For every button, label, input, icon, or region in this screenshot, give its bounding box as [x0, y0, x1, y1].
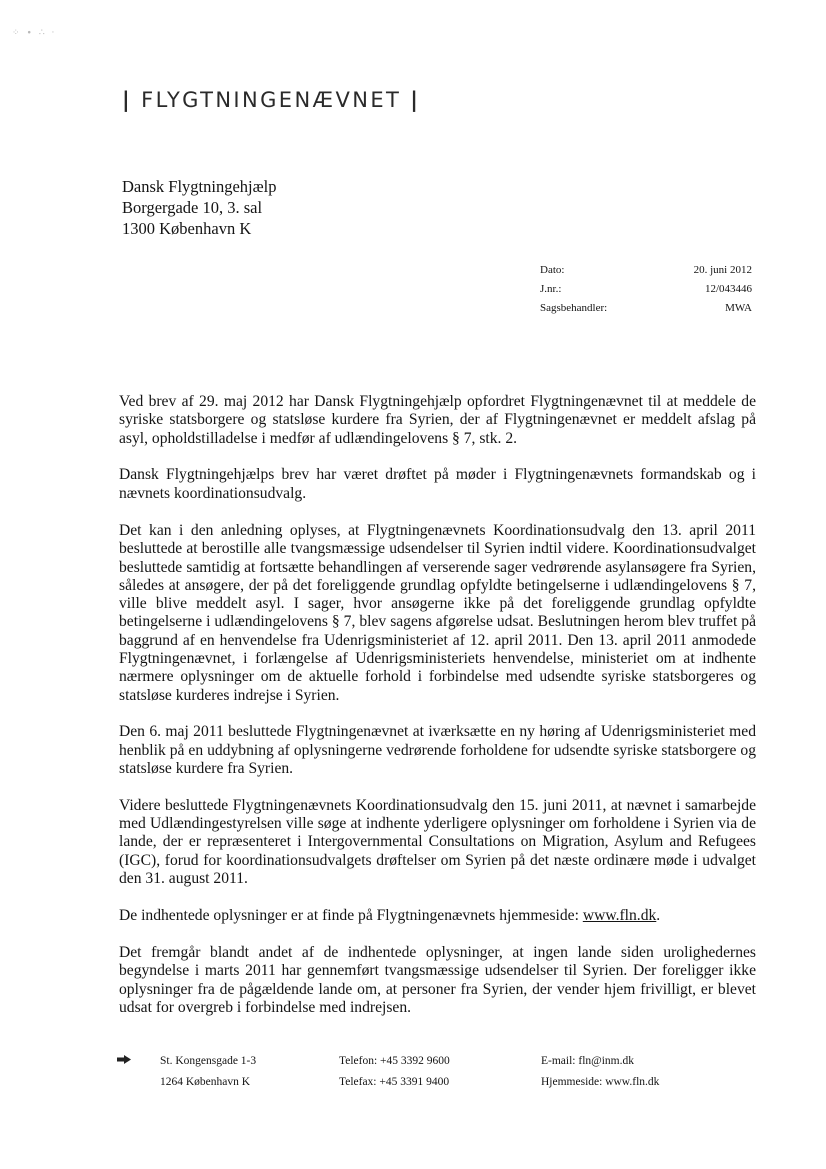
website-link[interactable]: www.fln.dk — [582, 906, 657, 924]
organization-name: FLYGTNINGENÆVNET — [141, 88, 402, 112]
footer-address-line-1: St. Kongensgade 1-3 — [160, 1055, 257, 1067]
footer-phone: Telefon: +45 3392 9600 — [339, 1055, 450, 1067]
journal-row — [540, 280, 752, 299]
letter-body — [119, 393, 756, 1036]
scan-artifact: ⁘ ∙ ∴ · — [12, 28, 57, 38]
journal-label: J.nr.: — [540, 283, 562, 295]
handler-label: Sagsbehandler: — [540, 302, 608, 314]
paragraph-7: Det fremgår blandt andet af de indhentede oplysninger, at ingen lande siden urolighedernes begyndelse i marts 2011 har gennemført tvangsmæssige udsendelser til Syrien. Der foreligger ikke oplysninger fra de pågældende lande om, at personer fra Syrien, der vender hjem frivilligt, er blevet udsat for overgreb i forbindelse med indrejsen. — [119, 944, 756, 1017]
footer-email[interactable]: E-mail: fln@inm.dk — [541, 1055, 634, 1067]
paragraph-4: Den 6. maj 2011 besluttede Flygtningenævnet at iværksætte en ny høring af Udenrigsministeriet med henblik på en uddybning af oplysningerne vedrørende forholdene for udsendte syriske statsborgere og statsløse kurdere fra Syrien. — [119, 723, 756, 778]
footer-phone-block — [339, 1051, 450, 1093]
footer-contact-block — [541, 1051, 659, 1093]
date-value: 20. juni 2012 — [693, 264, 752, 276]
recipient-name: Dansk Flygtningehjælp — [122, 177, 277, 196]
journal-value: 12/043446 — [704, 283, 752, 295]
date-row — [540, 261, 752, 280]
recipient-city: 1300 København K — [122, 219, 252, 238]
footer-address-line-2: 1264 København K — [160, 1076, 251, 1088]
footer-website[interactable]: Hjemmeside: www.fln.dk — [541, 1076, 660, 1088]
paragraph-2: Dansk Flygtningehjælps brev har været drøftet på møder i Flygtningenævnets formandskab og i nævnets koordinationsudvalg. — [119, 466, 756, 502]
paragraph-6-text: De indhentede oplysninger er at finde på Flygtningenævnets hjemmeside: — [119, 906, 583, 924]
recipient-street: Borgergade 10, 3. sal — [122, 198, 263, 217]
arrow-icon — [117, 1055, 131, 1064]
paragraph-1: Ved brev af 29. maj 2012 har Dansk Flygtningehjælp opfordret Flygtningenævnet til at meddele de syriske statsborgere og statsløse kurdere fra Syrien, der af Flygtningenævnet er meddelt afslag på asyl, opholdstilladelse i medfør af udlændingelovens § 7, stk. 2. — [119, 393, 756, 447]
footer-fax: Telefax: +45 3391 9400 — [339, 1076, 450, 1088]
paragraph-3: Det kan i den anledning oplyses, at Flygtningenævnets Koordinationsudvalg den 13. april 2011 besluttede at berostille alle tvangsmæssige udsendelser til Syrien indtil videre. Koordinationsudvalget besluttede samtidig at fortsætte behandlingen af verserende sager vedrørende asylansøgere fra Syrien, således at ansøgere, der på det foreliggende grundlag opfyldte betingelserne i udlændingelovens § 7, ville blive meddelt asyl. I sager, hvor ansøgerne ikke på det foreliggende grundlag opfyldte betingelserne i udlændingelovens § 7, blev sagens afgørelse udsat. Beslutningen herom blev truffet på baggrund af en henvendelse fra Udenrigsministeriet af 12. april 2011. Den 13. april 2011 anmodede Flygtningenævnet, i forlængelse af Udenrigsministeriets henvendelse, ministeriet om at indhente nærmere oplysninger om de aktuelle forhold i forbindelse med udsendte syriske statsborgeres og statsløse kurderes indrejse i Syrien. — [119, 521, 756, 704]
handler-row — [540, 299, 752, 318]
paragraph-6 — [119, 907, 756, 925]
handler-value: MWA — [725, 302, 752, 314]
letter-metadata — [540, 261, 752, 318]
footer-address — [160, 1051, 256, 1093]
letterhead-logo — [122, 88, 420, 112]
paragraph-5: Videre besluttede Flygtningenævnets Koordinationsudvalg den 15. juni 2011, at nævnet i samarbejde med Udlændingestyrelsen ville søge at indhente yderligere oplysninger om forholdene i Syrien via de lande, der er repræsenteret i Intergovernmental Consultations on Migration, Asylum and Refugees (IGC), forud for koordinationsudvalgets drøftelser om Syrien på det næste ordinære møde i udvalget den 31. august 2011. — [119, 796, 756, 888]
logo-bar-left: | — [122, 88, 133, 112]
paragraph-6-end: . — [656, 906, 661, 924]
recipient-address — [122, 176, 276, 239]
date-label: Dato: — [540, 264, 565, 276]
logo-bar-right: | — [410, 88, 421, 112]
